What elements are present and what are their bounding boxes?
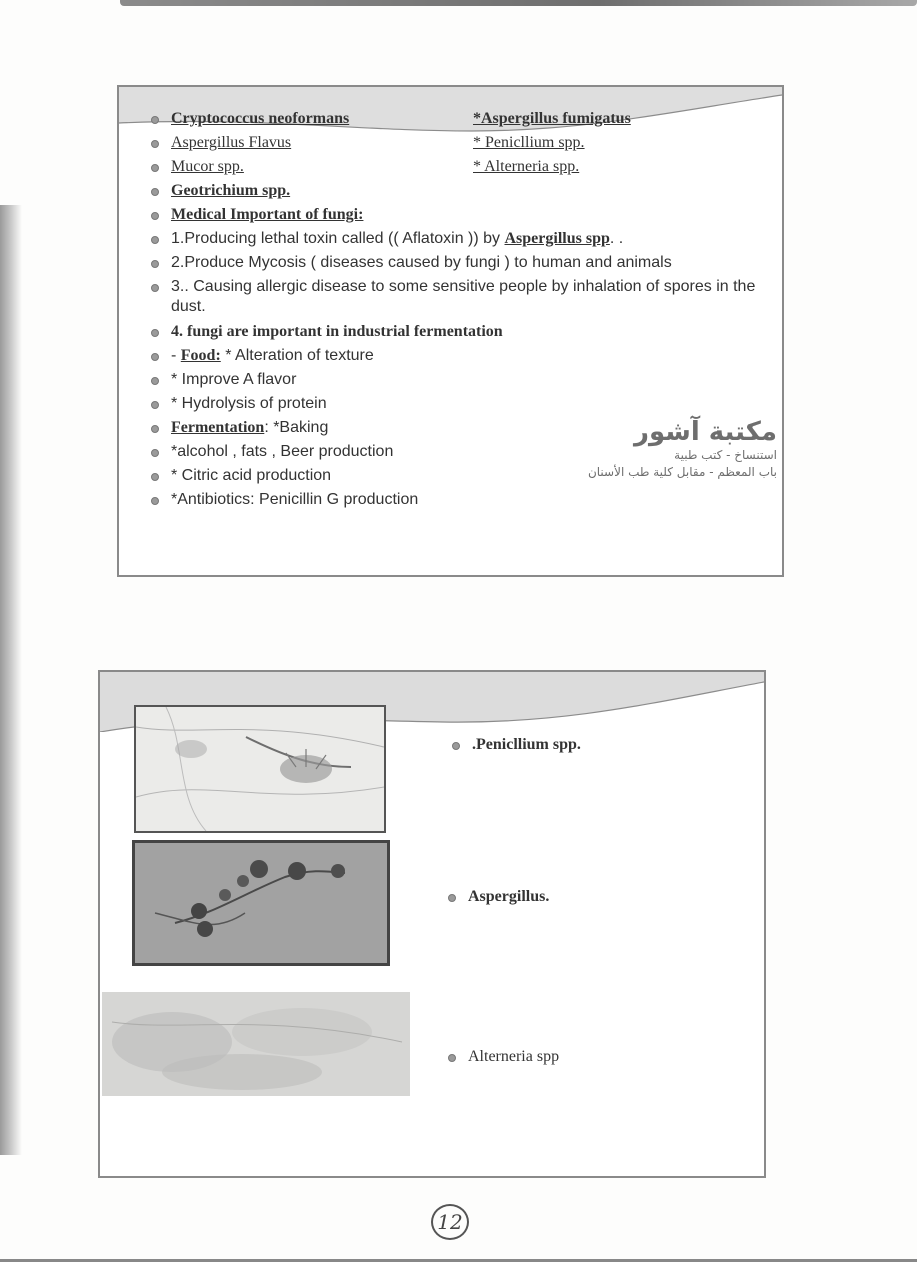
list-item — [147, 155, 756, 179]
alterneria-micrograph-drawing — [102, 992, 410, 1096]
aspergillus-micrograph-drawing — [135, 843, 387, 963]
bullet-icon — [151, 353, 159, 361]
point-text: *Antibiotics: Penicillin G production — [171, 491, 419, 508]
point-text: * Citric acid production — [171, 467, 332, 484]
penicillium-micrograph-drawing — [136, 707, 384, 831]
point-text: 3.. Causing allergic disease to some sensitive people by inhalation of spores in the dust. — [171, 278, 756, 315]
slide-fungi-overview — [117, 85, 784, 577]
bullet-icon — [151, 377, 159, 385]
list-item — [147, 320, 756, 344]
bullet-icon — [448, 894, 456, 902]
section-heading: Medical Important of fungi: — [171, 206, 364, 223]
bullet-icon — [151, 116, 159, 124]
list-item — [147, 392, 756, 416]
point-text: * Alteration of texture — [220, 347, 374, 364]
organism-name: *Aspergillus fumigatus — [473, 110, 631, 127]
point-text: - — [171, 347, 181, 364]
label-penicillium — [448, 734, 581, 756]
bullet-icon — [452, 742, 460, 750]
page-number: 12 — [431, 1204, 469, 1240]
point-text: 2.Produce Mycosis ( diseases caused by fungi ) to human and animals — [171, 254, 672, 271]
label-aspergillus — [444, 886, 549, 908]
point-text: * Hydrolysis of protein — [171, 395, 327, 412]
organism-name: Cryptococcus neoformans — [171, 110, 350, 127]
bullet-icon — [448, 1054, 456, 1062]
scan-top-edge — [120, 0, 917, 6]
bullet-icon — [151, 212, 159, 220]
bullet-icon — [151, 473, 159, 481]
list-item — [147, 227, 756, 251]
stamp-line: باب المعظم - مقابل كلية طب الأسنان — [587, 465, 777, 479]
list-item — [147, 251, 756, 275]
label-text: Alterneria spp — [468, 1048, 560, 1065]
list-item — [147, 275, 756, 320]
bullet-icon — [151, 260, 159, 268]
list-item — [147, 488, 756, 512]
organism-name: Mucor spp. — [171, 158, 244, 175]
slide-fungi-images — [98, 670, 766, 1178]
stamp-line: استنساخ - كتب طبية — [674, 448, 777, 462]
list-item — [147, 179, 756, 203]
aspergillus-micrograph — [132, 840, 390, 966]
penicillium-micrograph — [134, 705, 386, 833]
point-text: : *Baking — [264, 419, 329, 436]
organism-name: * Alterneria spp. — [473, 158, 580, 175]
bullet-icon — [151, 401, 159, 409]
list-item — [147, 107, 756, 131]
point-text: . . — [609, 230, 624, 247]
bullet-icon — [151, 188, 159, 196]
list-item — [147, 131, 756, 155]
point-text: *alcohol , fats , Beer production — [171, 443, 394, 460]
list-item — [147, 344, 756, 368]
bullet-icon — [151, 329, 159, 337]
point-text: 4. fungi are important in industrial fermentation — [171, 323, 503, 340]
scan-left-edge — [0, 205, 22, 1155]
organism-name: * Penicllium spp. — [473, 134, 585, 151]
list-item — [147, 368, 756, 392]
point-text: * Improve A flavor — [171, 371, 297, 388]
food-label: Food: — [180, 347, 221, 364]
organism-name: Geotrichium spp. — [171, 182, 291, 199]
alterneria-micrograph — [102, 992, 410, 1096]
bullet-icon — [151, 164, 159, 172]
library-stamp — [567, 417, 777, 485]
bullet-icon — [151, 284, 159, 292]
organism-name: Aspergillus Flavus — [171, 134, 292, 151]
label-alterneria — [444, 1046, 559, 1068]
list-item — [147, 203, 756, 227]
bullet-icon — [151, 140, 159, 148]
stamp-title: مكتبة آشور — [633, 417, 777, 447]
bullet-icon — [151, 497, 159, 505]
label-text: Aspergillus. — [468, 888, 550, 905]
bullet-icon — [151, 449, 159, 457]
label-text: .Penicllium spp. — [472, 736, 581, 753]
bullet-icon — [151, 425, 159, 433]
organism-name: Aspergillus spp — [504, 230, 610, 247]
point-text: 1.Producing lethal toxin called (( Aflatoxin )) by — [171, 230, 505, 247]
fermentation-label: Fermentation — [171, 419, 265, 436]
bullet-icon — [151, 236, 159, 244]
